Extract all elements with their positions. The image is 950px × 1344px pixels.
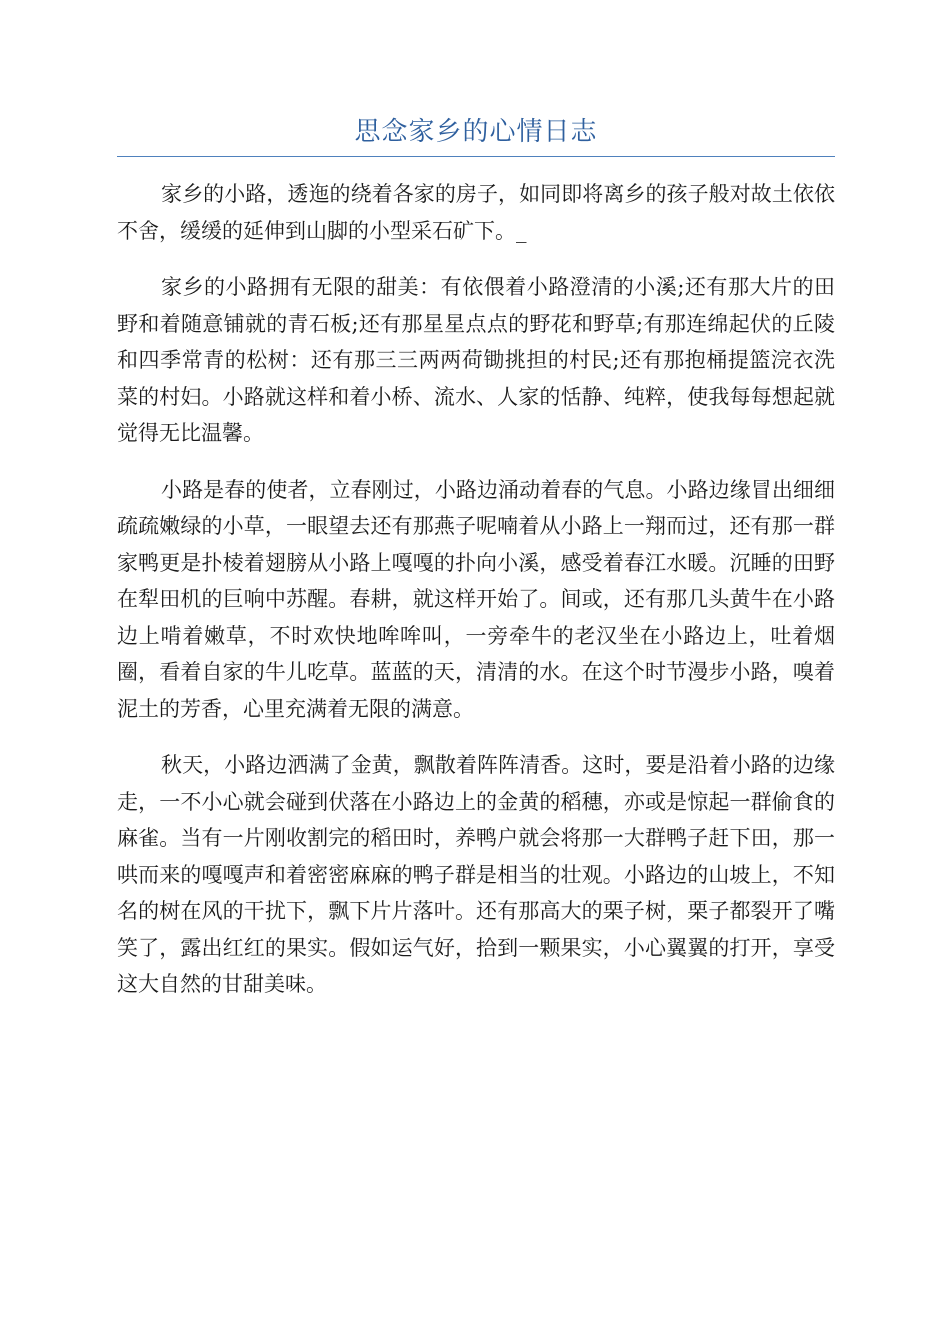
page-title: 思念家乡的心情日志 [354, 117, 598, 147]
paragraph-1: 家乡的小路，透迤的绕着各家的房子，如同即将离乡的孩子般对故土依依不舍，缓缓的延伸到山脚的小型采石矿下。_ [117, 182, 835, 243]
document-body [117, 176, 835, 1023]
paragraph-2: 家乡的小路拥有无限的甜美：有依偎着小路澄清的小溪;还有那大片的田野和着随意铺就的青石板;还有那星星点点的野花和野草;有那连绵起伏的丘陵和四季常青的松树：还有那三三两两荷锄挑担的村民;还有那抱桶提篮浣衣洗菜的村妇。小路就这样和着小桥、流水、人家的恬静、纯粹，使我每每想起就觉得无比温馨。 [117, 275, 835, 445]
paragraph-3: 小路是春的使者，立春刚过，小路边涌动着春的气息。小路边缘冒出细细疏疏嫩绿的小草，一眼望去还有那燕子呢喃着从小路上一翔而过，还有那一群家鸭更是扑棱着翅膀从小路上嘎嘎的扑向小溪，感受着春江水暖。沉睡的田野在犁田机的巨响中苏醒。春耕，就这样开始了。间或，还有那几头黄牛在小路边上啃着嫩草，不时欢快地哞哞叫，一旁牵牛的老汉坐在小路边上，吐着烟圈，看着自家的牛儿吃草。蓝蓝的天，清清的水。在这个时节漫步小路，嗅着泥土的芳香，心里充满着无限的满意。 [117, 477, 835, 721]
paragraph-4: 秋天，小路边洒满了金黄，飘散着阵阵清香。这时，要是沿着小路的边缘走，一不小心就会碰到伏落在小路边上的金黄的稻穗，亦或是惊起一群偷食的麻雀。当有一片刚收割完的稻田时，养鸭户就会将那一大群鸭子赶下田，那一哄而来的嘎嘎声和着密密麻麻的鸭子群是相当的壮观。小路边的山坡上，不知名的树在风的干扰下，飘下片片落叶。还有那高大的栗子树，栗子都裂开了嘴笑了，露出红红的果实。假如运气好，拾到一颗果实，小心翼翼的打开，享受这大自然的甘甜美味。 [117, 753, 835, 996]
title-block [117, 112, 835, 157]
